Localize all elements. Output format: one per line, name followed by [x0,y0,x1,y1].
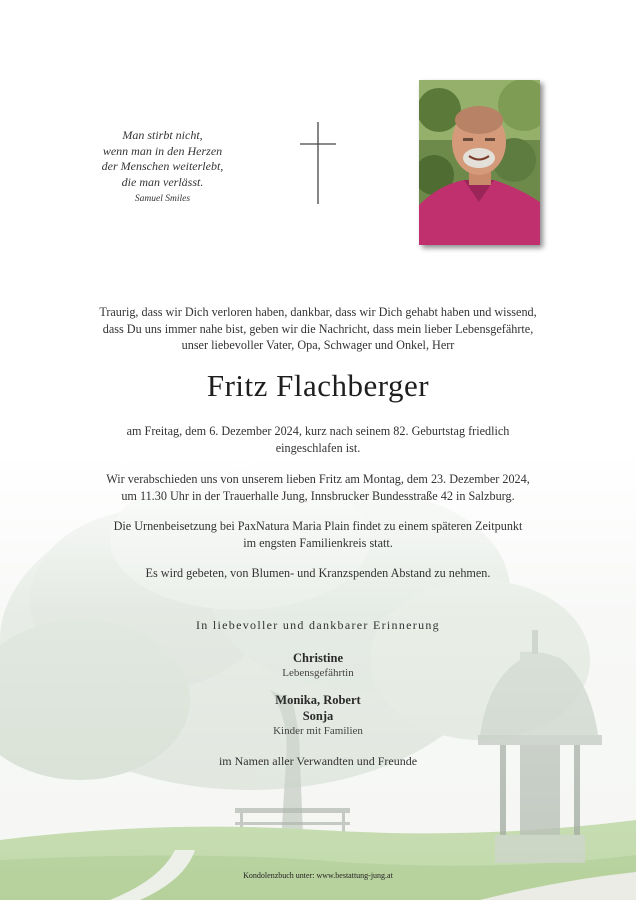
quote-line: Man stirbt nicht, [122,128,203,142]
intro-line: dass Du uns immer nahe bist, geben wir die Nachricht, dass mein lieber Lebensgefährte, [102,321,534,336]
quote-line: die man verlässt. [121,174,204,189]
flowers-paragraph [70,565,566,582]
intro-text [70,304,566,354]
condolence-footer: Kondolenzbuch unter: www.bestattung-jung.at [243,871,393,880]
burial-paragraph [70,518,566,551]
death-date-paragraph [70,423,566,456]
quote-line: wenn man in den Herzen [102,143,223,158]
paragraph-line: Die Urnenbeisetzung bei PaxNatura Maria Plain findet zu einem späteren Zeitpunkt [113,519,523,533]
mourner-relation: Lebensgefährtin [282,667,354,679]
paragraph-line: um 11.30 Uhr in der Trauerhalle Jung, Innsbrucker Bundesstraße 42 in Salzburg. [121,488,515,503]
mourner-name: Christine [293,651,343,665]
farewell-paragraph [70,471,566,504]
memory-heading: In liebevoller und dankbarer Erinnerung [196,618,440,632]
paragraph-line: am Freitag, dem 6. Dezember 2024, kurz nach seinem 82. Geburtstag friedlich [126,424,510,438]
intro-line: Traurig, dass wir Dich verloren haben, dankbar, dass wir Dich gehabt haben und wissend, [99,305,537,319]
mourner-children [0,692,636,738]
paragraph-line: eingeschlafen ist. [275,440,361,455]
mourner-name: Sonja [302,709,334,723]
paragraph-line: Es wird gebeten, von Blumen- und Kranzspenden Abstand zu nehmen. [145,566,491,580]
paragraph-line: im engsten Familienkreis statt. [243,535,393,550]
memorial-quote [80,128,245,208]
paragraph-line: Wir verabschieden uns von unserem lieben Fritz am Montag, dem 23. Dezember 2024, [106,472,530,486]
quote-line: der Menschen weiterlebt, [101,159,224,173]
deceased-name: Fritz Flachberger [206,368,430,403]
mourner-name: Monika, Robert [275,693,361,707]
mourner-partner [0,650,636,680]
portrait-photo [419,80,540,245]
family-line: im Namen aller Verwandten und Freunde [218,754,418,768]
mourner-relation: Kinder mit Familien [273,725,363,737]
cross-icon [298,122,338,204]
intro-line: unser liebevoller Vater, Opa, Schwager und Onkel, Herr [181,338,455,352]
quote-author: Samuel Smiles [134,194,191,204]
